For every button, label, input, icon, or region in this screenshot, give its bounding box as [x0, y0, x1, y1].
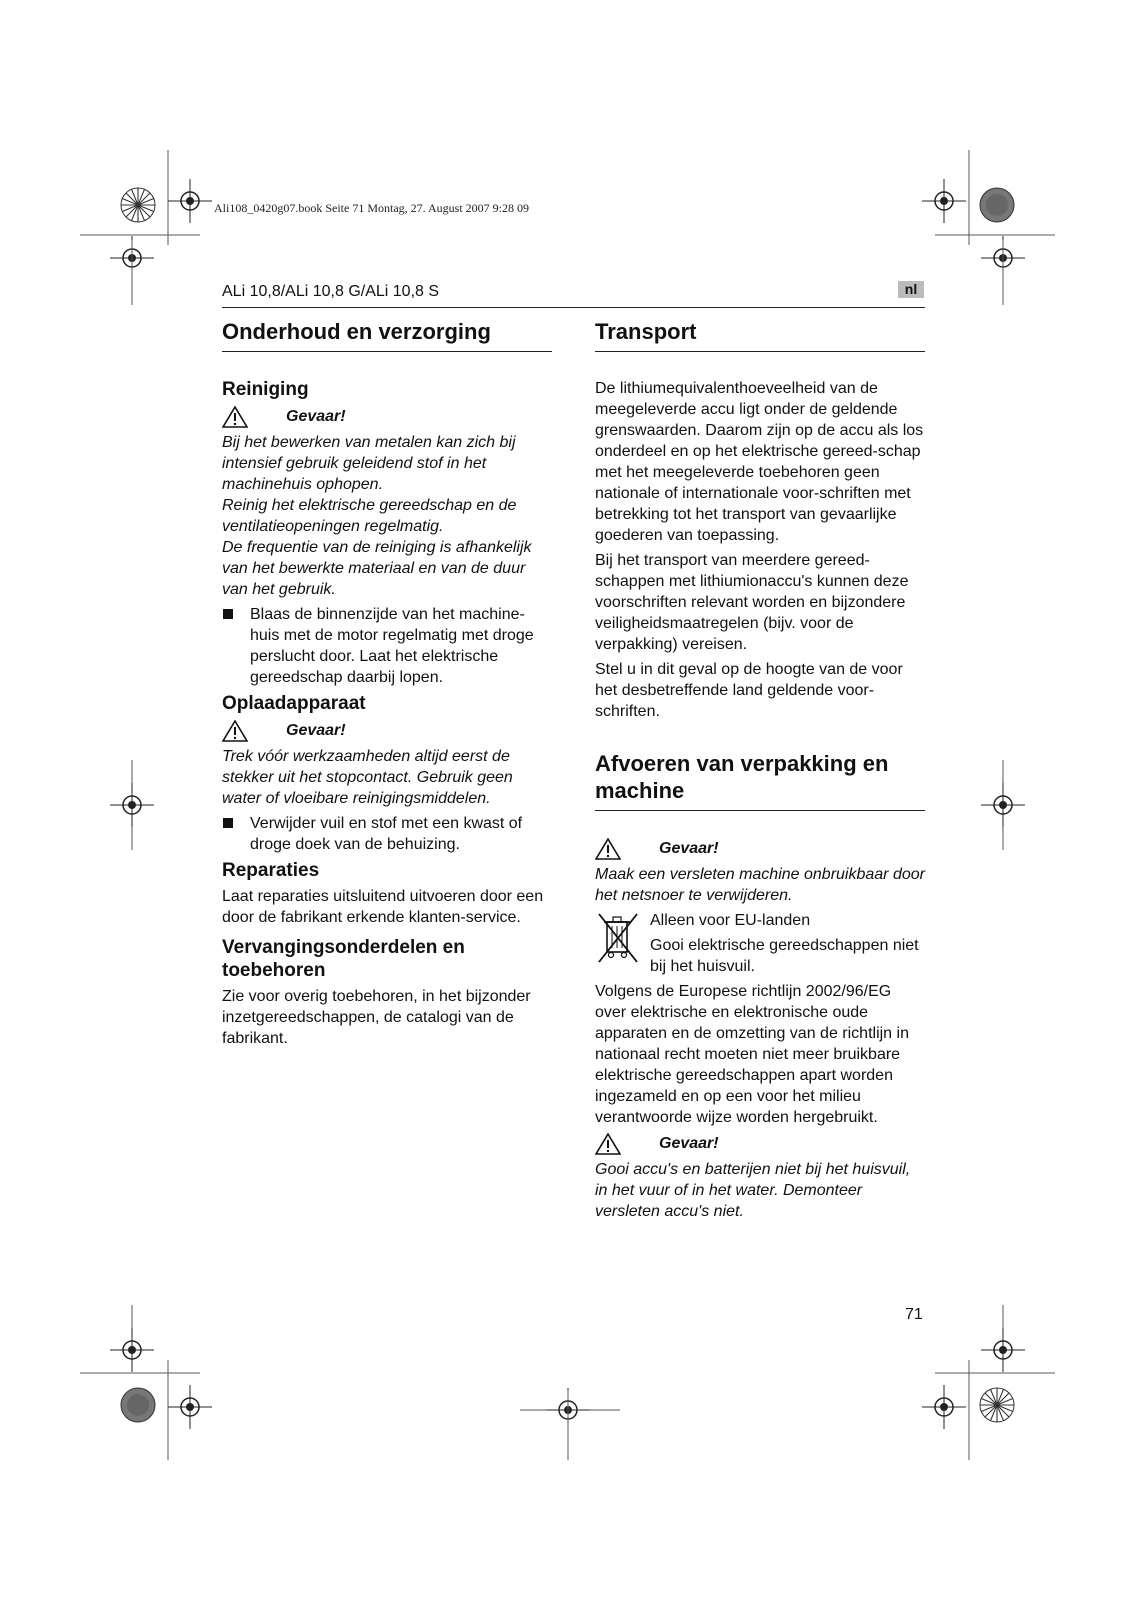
section-title-afvoeren: Afvoeren van verpakking en machine: [595, 750, 925, 811]
warning-label: Gevaar!: [286, 722, 346, 739]
transport-para-1: De lithiumequivalenthoeveelheid van de meegeleverde accu ligt onder de geldende grenswaarden. Daarom zijn op de accu als los onderdeel en op het elektrische gereed-schap met het meegeleverde toebehoren geen nationale of internationale voor-schriften met betrekking tot het transport van gevaarlijke goederen van toepassing.: [595, 380, 924, 544]
list-item: [222, 604, 552, 688]
header-rule: [222, 307, 925, 308]
right-column: [595, 318, 925, 1222]
section-title-onderhoud: Onderhoud en verzorging: [222, 318, 552, 352]
reparaties-para: Laat reparaties uitsluitend uitvoeren door een door de fabrikant erkende klanten-service.: [222, 888, 544, 926]
afvoeren-warn-para-2: Gooi accu's en batterijen niet bij het huisvuil, in het vuur of in het water. Demonteer versleten accu's niet.: [595, 1161, 911, 1220]
left-column: [222, 318, 552, 1049]
afvoeren-para: Volgens de Europese richtlijn 2002/96/EG over elektrische en elektronische oude apparaten en de omzetting van de richtlijn in nationaal recht moeten niet meer bruikbare elektrische gereedschappen apart worden ingezameld en op een voor het milieu verantwoorde wijze worden hergebruikt.: [595, 983, 909, 1126]
warning-afvoeren-1: [595, 837, 925, 861]
afvoeren-warn-para-1: Maak een versleten machine onbruikbaar door het netsnoer te verwijderen.: [595, 866, 925, 904]
eu-note-line-2: Gooi elektrische gereedschappen niet bij het huisvuil.: [650, 937, 919, 975]
page-number: 71: [905, 1306, 923, 1323]
eu-disposal-note: [595, 910, 925, 977]
warning-label: Gevaar!: [659, 1135, 719, 1152]
warning-triangle-icon: [222, 720, 248, 742]
list-item: [222, 813, 552, 855]
heading-vervangingsonderdelen: Vervangingsonderdelen en toebehoren: [222, 937, 465, 981]
reiniging-para-3: De frequentie van de reiniging is afhankelijk van het bewerkte materiaal en van de duur van het gebruik.: [222, 539, 532, 598]
header-title: ALi 10,8/ALi 10,8 G/ALi 10,8 S: [222, 283, 440, 300]
reiniging-para-2: Reinig het elektrische gereedschap en de ventilatieopeningen regelmatig.: [222, 497, 517, 535]
reiniging-para-1: Bij het bewerken van metalen kan zich bij intensief gebruik geleidend stof in het machinehuis ophopen.: [222, 434, 516, 493]
warning-label: Gevaar!: [286, 408, 346, 425]
vervanging-para: Zie voor overig toebehoren, in het bijzonder inzetgereedschappen, de catalogi van de fabrikant.: [222, 988, 531, 1047]
heading-reiniging: Reiniging: [222, 379, 309, 400]
print-slug: Ali108_0420g07.book Seite 71 Montag, 27. August 2007 9:28 09: [214, 201, 529, 215]
reiniging-bullet: Blaas de binnenzijde van het machine-huis met de motor regelmatig met droge perslucht door. Laat het elektrische gereedschap daarbij lopen.: [250, 606, 534, 686]
oplaad-para: Trek vóór werkzaamheden altijd eerst de stekker uit het stopcontact. Gebruik geen water of vloeibare reinigingsmiddelen.: [222, 748, 513, 807]
section-title-transport: Transport: [595, 318, 925, 352]
warning-triangle-icon: [222, 406, 248, 428]
warning-oplaad: [222, 719, 552, 743]
warning-reiniging: [222, 405, 552, 429]
crossed-out-bin-icon: [595, 910, 641, 966]
language-badge: nl: [898, 281, 924, 298]
warning-label: Gevaar!: [659, 840, 719, 857]
eu-note-line-1: Alleen voor EU-landen: [650, 912, 811, 929]
heading-oplaadapparaat: Oplaadapparaat: [222, 693, 366, 714]
transport-para-3: Stel u in dit geval op de hoogte van de voor het desbetreffende land geldende voor-schriften.: [595, 661, 903, 720]
heading-reparaties: Reparaties: [222, 860, 320, 881]
bullet-square-icon: [223, 818, 233, 828]
bullet-square-icon: [223, 609, 233, 619]
warning-triangle-icon: [595, 838, 621, 860]
oplaad-bullet: Verwijder vuil en stof met een kwast of droge doek van de behuizing.: [250, 815, 523, 853]
transport-para-2: Bij het transport van meerdere gereed-schappen met lithiumionaccu's kunnen deze voorschriften relevant worden en bijzondere veiligheidsmaatregelen (bijv. voor de verpakking) vereisen.: [595, 552, 909, 653]
warning-afvoeren-2: [595, 1132, 925, 1156]
warning-triangle-icon: [595, 1133, 621, 1155]
